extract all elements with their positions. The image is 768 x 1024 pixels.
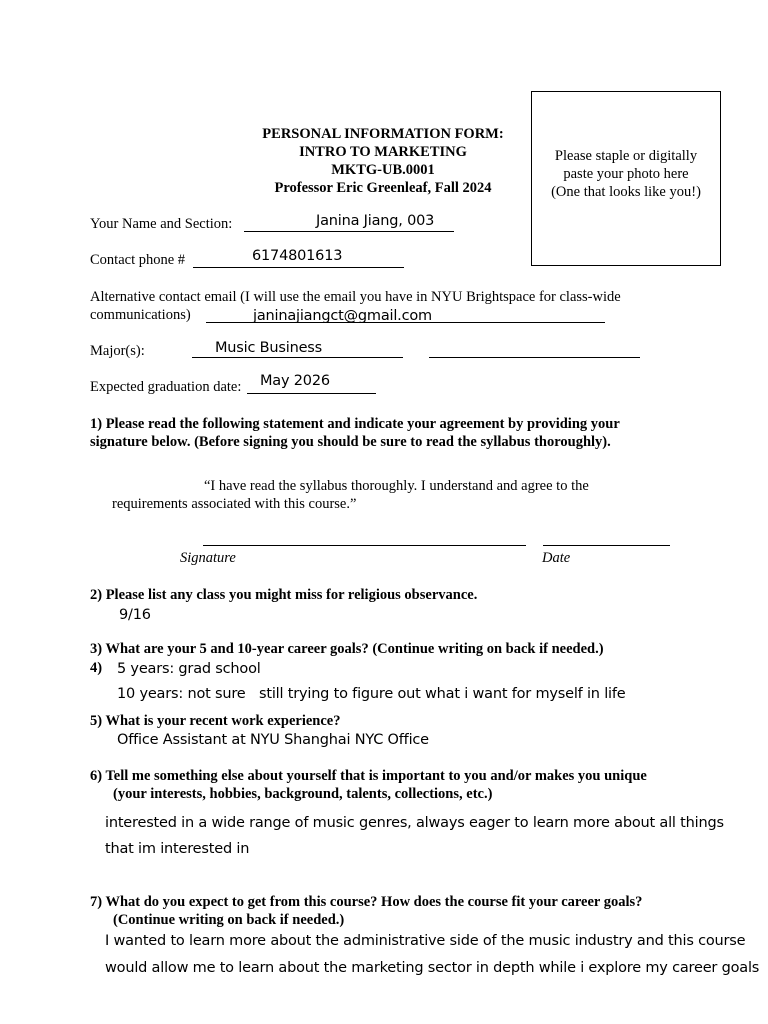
course-title: INTRO TO MARKETING (299, 144, 467, 160)
professor-term: Professor Eric Greenleaf, Fall 2024 (274, 180, 492, 196)
q6-prompt-line1: 6) Tell me something else about yourself that is important to you and/or makes you unique (90, 768, 647, 784)
q7-prompt-line2: (Continue writing on back if needed.) (113, 912, 345, 928)
q1-quote-line2: requirements associated with this course.” (112, 496, 357, 512)
q3-answer-line2b[interactable]: still trying to figure out what i want for myself in life (259, 686, 626, 702)
name-field[interactable]: Janina Jiang, 003 (316, 213, 435, 229)
q1-prompt-line1: 1) Please read the following statement and indicate your agreement by providing your (90, 416, 620, 432)
q6-prompt-line2: (your interests, hobbies, background, talents, collections, etc.) (113, 786, 493, 802)
photo-instruction-1: Please staple or digitally (554, 148, 698, 164)
name-label: Your Name and Section: (90, 216, 233, 232)
grad-underline (247, 393, 376, 394)
major-underline-2 (429, 357, 640, 358)
form-title: PERSONAL INFORMATION FORM: (262, 126, 504, 142)
signature-label: Signature (180, 550, 236, 566)
q1-quote-line1: “I have read the syllabus thoroughly. I understand and agree to the (204, 478, 589, 494)
q6-answer-line2[interactable]: that im interested in (105, 841, 250, 857)
q5-prompt: 5) What is your recent work experience? (90, 713, 341, 729)
photo-box[interactable] (531, 91, 721, 266)
email-field[interactable]: janinajiangct@gmail.com (253, 308, 432, 324)
phone-label: Contact phone # (90, 252, 186, 268)
photo-instruction-3: (One that looks like you!) (551, 184, 701, 200)
q2-prompt: 2) Please list any class you might miss for religious observance. (90, 587, 478, 603)
phone-underline (193, 267, 404, 268)
q7-answer-line2[interactable]: would allow me to learn about the marketing sector in depth while i explore my career goals (105, 960, 760, 976)
q3-prompt: 3) What are your 5 and 10-year career goals? (Continue writing on back if needed.) (90, 641, 604, 657)
q7-prompt-line1: 7) What do you expect to get from this course? How does the course fit your career goals? (90, 894, 643, 910)
q2-answer[interactable]: 9/16 (119, 607, 151, 623)
email-label-line2: communications) (90, 307, 191, 323)
q1-prompt-line2: signature below. (Before signing you should be sure to read the syllabus thoroughly). (90, 434, 611, 450)
photo-instruction-2: paste your photo here (563, 166, 689, 182)
email-label-line1: Alternative contact email (I will use the email you have in NYU Brightspace for class-wide (90, 289, 621, 305)
major-label: Major(s): (90, 343, 145, 359)
q3-answer-line2a[interactable]: 10 years: not sure (117, 686, 246, 702)
course-code: MKTG-UB.0001 (331, 162, 435, 178)
q3-answer-line1[interactable]: 5 years: grad school (117, 661, 261, 677)
q7-answer-line1[interactable]: I wanted to learn more about the administrative side of the music industry and this course (105, 933, 746, 949)
date-label: Date (542, 550, 571, 566)
q5-answer[interactable]: Office Assistant at NYU Shanghai NYC Office (117, 732, 429, 748)
q6-answer-line1[interactable]: interested in a wide range of music genres, always eager to learn more about all things (105, 815, 724, 831)
phone-field[interactable]: 6174801613 (252, 248, 343, 264)
date-line[interactable] (543, 545, 670, 546)
major-underline-1 (192, 357, 403, 358)
grad-field[interactable]: May 2026 (260, 373, 330, 389)
q4-number: 4) (90, 660, 103, 676)
major-field[interactable]: Music Business (215, 340, 323, 356)
name-underline (244, 231, 454, 232)
signature-line[interactable] (203, 545, 526, 546)
grad-label: Expected graduation date: (90, 379, 242, 395)
